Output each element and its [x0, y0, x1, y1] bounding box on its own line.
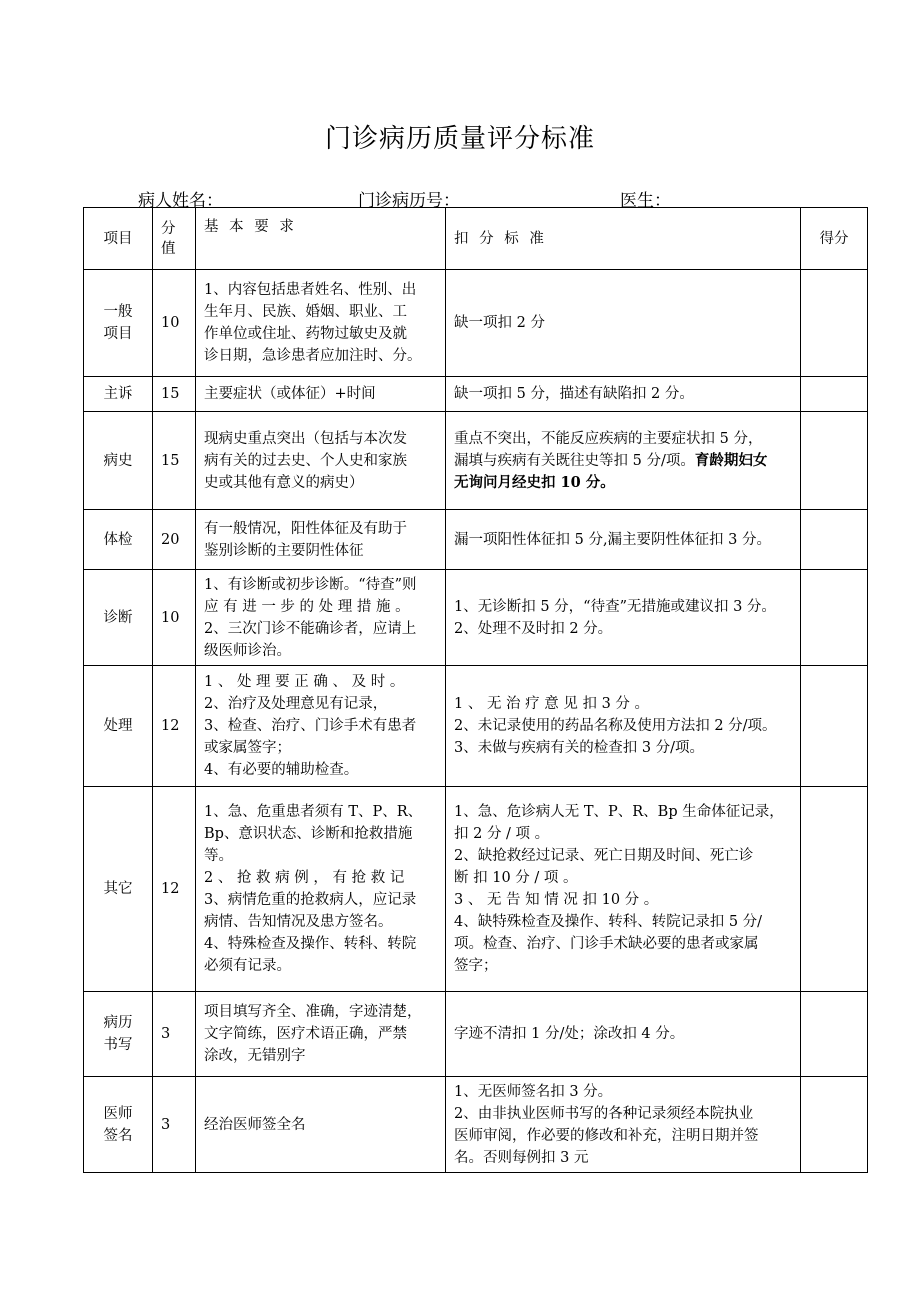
row-deduct [446, 270, 801, 377]
row-basic [196, 412, 446, 510]
row-basic-line: 现病史重点突出（包括与本次发 [204, 430, 407, 447]
row-deduct-line: 2、缺抢救经过记录、死亡日期及时间、死亡诊 [454, 848, 754, 864]
row-item-line: 其它 [103, 881, 133, 897]
row-basic-line: 必须有记录。 [204, 958, 291, 974]
scoring-table [83, 207, 868, 1173]
row-deduct-line: 扣 2 分 / 项 。 [454, 826, 550, 842]
row-basic-line: 涂改，无错别字 [204, 1048, 306, 1064]
row-deduct-line: 1、急、危诊病人无 T、P、R、Bp 生命体征记录， [454, 804, 784, 820]
row-item [84, 377, 153, 412]
row-deduct-line: 缺一项扣 5 分，描述有缺陷扣 2 分。 [454, 386, 694, 402]
table-row [84, 666, 868, 787]
row-result-cell[interactable] [801, 992, 868, 1077]
row-score: 15 [153, 377, 196, 412]
row-basic-line: 经治医师签全名 [204, 1116, 306, 1133]
row-basic-line: 项目填写齐全、准确，字迹清楚， [204, 1004, 422, 1020]
row-basic [196, 270, 446, 377]
row-score: 10 [153, 570, 196, 666]
row-result-cell[interactable] [801, 270, 868, 377]
row-deduct-emphasis: 育龄期妇女 [694, 451, 768, 469]
row-deduct-line: 医师审阅，作必要的修改和补充，注明日期并签 [454, 1127, 759, 1144]
row-item [84, 787, 153, 992]
row-basic-line: 4、有必要的辅助检查。 [204, 762, 359, 778]
row-result-cell[interactable] [801, 377, 868, 412]
row-basic-line: 级医师诊治。 [204, 642, 291, 659]
row-score: 20 [153, 510, 196, 570]
row-basic-line: 3、病情危重的抢救病人，应记录 [204, 892, 417, 908]
row-deduct-line: 漏一项阳性体征扣 5 分,漏主要阴性体征扣 3 分。 [454, 531, 771, 548]
row-deduct-line: 断 扣 10 分 / 项 。 [454, 870, 578, 886]
row-score: 3 [153, 992, 196, 1077]
row-deduct [446, 992, 801, 1077]
row-item [84, 412, 153, 510]
header-basic-requirements: 基 本 要 求 [196, 208, 446, 270]
row-score: 15 [153, 412, 196, 510]
table-row [84, 787, 868, 992]
row-item-line: 项目 [103, 326, 133, 342]
row-basic [196, 787, 446, 992]
row-deduct [446, 666, 801, 787]
row-deduct-line: 2、由非执业医师书写的各种记录须经本院执业 [454, 1105, 754, 1122]
row-basic-line: 作单位或住址、药物过敏史及就 [204, 326, 407, 342]
row-item-line: 医师 [103, 1105, 133, 1122]
row-basic-line: Bp、意识状态、诊断和抢救措施 [204, 826, 413, 842]
row-basic-line: 病有关的过去史、个人史和家族 [204, 452, 407, 469]
row-item [84, 570, 153, 666]
row-item-line: 一般 [103, 304, 133, 320]
row-deduct [446, 412, 801, 510]
row-deduct-line: 2、处理不及时扣 2 分。 [454, 620, 613, 637]
row-score: 10 [153, 270, 196, 377]
row-basic-line: 应 有 进 一 步 的 处 理 措 施 。 [204, 598, 410, 615]
row-deduct-line: 名。否则每例扣 3 元 [454, 1149, 589, 1166]
row-basic-line: 4、特殊检查及操作、转科、转院 [204, 936, 417, 952]
table-row [84, 412, 868, 510]
table-row [84, 510, 868, 570]
row-basic-line: 病情、告知情况及患方签名。 [204, 914, 393, 930]
row-basic-line: 或家属签字； [204, 740, 291, 756]
row-score: 12 [153, 666, 196, 787]
row-item-line: 病史 [103, 452, 133, 469]
header-item: 项目 [84, 208, 153, 270]
row-item [84, 270, 153, 377]
row-deduct [446, 377, 801, 412]
row-basic [196, 1077, 446, 1173]
row-deduct-line: 字迹不清扣 1 分/处；涂改扣 4 分。 [454, 1026, 685, 1042]
page-title: 门诊病历质量评分标准 [324, 124, 595, 154]
row-basic-line: 主要症状（或体征）+时间 [204, 386, 376, 402]
row-basic-line: 等。 [204, 848, 233, 864]
row-basic-line: 文字简练，医疗术语正确，严禁 [204, 1026, 407, 1042]
row-deduct-line: 3 、 无 告 知 情 况 扣 10 分 。 [454, 892, 659, 908]
row-result-cell[interactable] [801, 412, 868, 510]
row-result-cell[interactable] [801, 787, 868, 992]
row-basic-line: 史或其他有意义的病史） [204, 474, 364, 491]
header-score-line1: 分 [161, 220, 176, 237]
row-basic-line: 有一般情况，阳性体征及有助于 [204, 520, 407, 537]
row-deduct-line: 缺一项扣 2 分 [454, 315, 545, 331]
row-item-line: 主诉 [103, 386, 133, 402]
row-item [84, 1077, 153, 1173]
row-deduct-line: 3、未做与疾病有关的检查扣 3 分/项。 [454, 740, 705, 756]
row-deduct-emphasis: 无询问月经史扣 10 分。 [454, 473, 615, 491]
row-basic-line: 2、三次门诊不能确诊者，应请上 [204, 620, 417, 637]
header-result: 得分 [801, 208, 868, 270]
row-item [84, 666, 153, 787]
row-basic-line: 2、治疗及处理意见有记录， [204, 696, 388, 712]
row-basic-line: 1 、 处 理 要 正 确 、 及 时 。 [204, 674, 405, 690]
row-basic-line: 鉴别诊断的主要阴性体征 [204, 542, 364, 559]
row-item-line: 病历 [103, 1015, 133, 1031]
row-deduct-line: 签字； [454, 958, 498, 974]
row-basic [196, 377, 446, 412]
row-basic-line: 2 、 抢 救 病 例 ， 有 抢 救 记 [204, 870, 405, 886]
table-row [84, 1077, 868, 1173]
row-deduct-line: 项。检查、治疗、门诊手术缺必要的患者或家属 [454, 936, 759, 952]
row-deduct [446, 510, 801, 570]
row-result-cell[interactable] [801, 570, 868, 666]
row-deduct-line: 1、无医师签名扣 3 分。 [454, 1083, 613, 1100]
table-row [84, 992, 868, 1077]
row-deduct-line [454, 450, 792, 472]
row-item [84, 992, 153, 1077]
row-basic [196, 992, 446, 1077]
row-basic [196, 570, 446, 666]
row-result-cell[interactable] [801, 1077, 868, 1173]
record-number-label: 门诊病历号： [358, 191, 460, 211]
row-score: 3 [153, 1077, 196, 1173]
table-row [84, 270, 868, 377]
row-item [84, 510, 153, 570]
row-deduct-line: 2、未记录使用的药品名称及使用方法扣 2 分/项。 [454, 718, 777, 734]
row-deduct-text: 漏填与疾病有关既往史等扣 5 分/项。 [454, 452, 695, 469]
row-result-cell[interactable] [801, 510, 868, 570]
table-header-row [84, 208, 868, 270]
row-basic [196, 510, 446, 570]
row-item-line: 处理 [103, 718, 133, 734]
row-item-line: 体检 [103, 531, 133, 548]
row-deduct [446, 787, 801, 992]
row-deduct-line: 重点不突出，不能反应疾病的主要症状扣 5 分， [454, 430, 763, 447]
row-basic-line: 生年月、民族、婚姻、职业、工 [204, 304, 407, 320]
row-item-line: 书写 [103, 1037, 133, 1053]
table-row [84, 377, 868, 412]
doctor-label: 医生： [620, 191, 671, 211]
row-result-cell[interactable] [801, 666, 868, 787]
row-basic-line: 1、内容包括患者姓名、性别、出 [204, 282, 417, 298]
patient-name-label: 病人姓名： [138, 191, 223, 211]
row-score: 12 [153, 787, 196, 992]
row-basic-line: 1、急、危重患者须有 T、P、R、 [204, 804, 423, 820]
row-item-line: 诊断 [103, 609, 133, 626]
row-item-line: 签名 [103, 1127, 133, 1144]
row-basic [196, 666, 446, 787]
row-deduct-line: 1 、 无 治 疗 意 见 扣 3 分 。 [454, 696, 650, 712]
header-deduction-standard: 扣 分 标 准 [446, 208, 801, 270]
table-row [84, 570, 868, 666]
row-deduct [446, 570, 801, 666]
row-basic-line: 诊日期，急诊患者应加注时、分。 [204, 348, 422, 364]
header-score [153, 208, 196, 270]
row-basic-line: 1、有诊断或初步诊断。“待查”则 [204, 576, 417, 593]
row-basic-line: 3、检查、治疗、门诊手术有患者 [204, 718, 417, 734]
row-deduct [446, 1077, 801, 1173]
row-deduct-line: 1、无诊断扣 5 分，“待查”无措施或建议扣 3 分。 [454, 598, 776, 615]
header-score-line2: 值 [161, 240, 176, 257]
row-deduct-line: 4、缺特殊检查及操作、转科、转院记录扣 5 分/ [454, 914, 763, 930]
